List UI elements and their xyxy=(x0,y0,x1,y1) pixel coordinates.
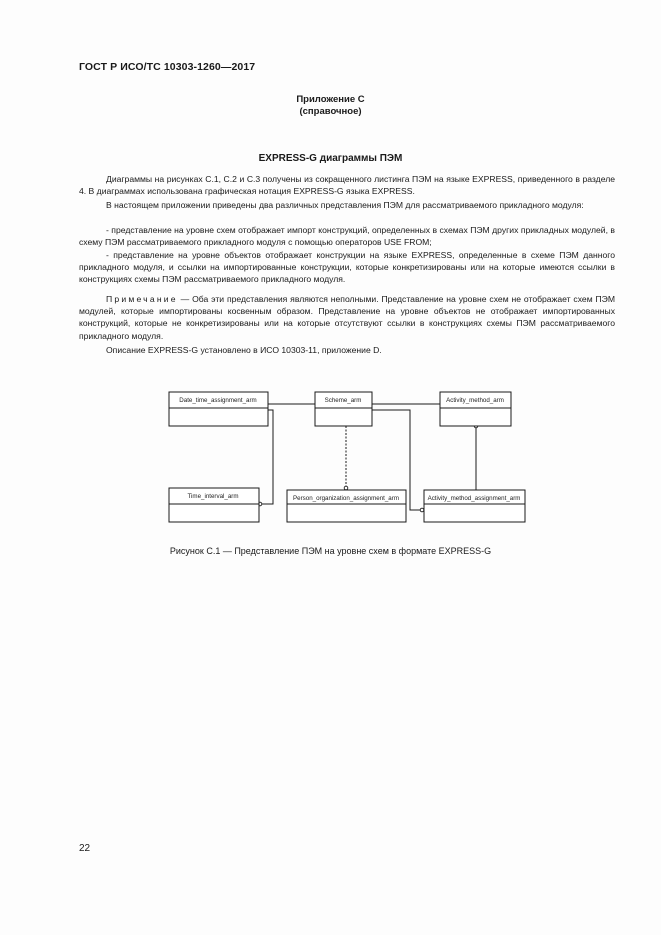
box-label-person-organization: Person_organization_assignment_arm xyxy=(293,495,399,502)
box-label-activity-method-assignment: Activity_method_assignment_arm xyxy=(427,495,521,502)
list-item-schema-level: - представление на уровне схем отображает импорт конструкций, определенных в схемах ПЭМ других прикладных модулей, в схему ПЭМ рассматриваемого прикладного модуля с помощью операторов USE FROM; xyxy=(79,225,615,248)
section-title: EXPRESS-G диаграммы ПЭМ xyxy=(258,153,403,164)
box-label-date-time: Date_time_assignment_arm xyxy=(179,397,257,404)
page-number: 22 xyxy=(79,843,91,854)
paragraph-reference: Описание EXPRESS-G установлено в ИСО 10303-11, приложение D. xyxy=(106,345,382,355)
appendix-name: Приложение С xyxy=(296,94,365,105)
document-header: ГОСТ Р ИСО/ТС 10303-1260—2017 xyxy=(79,61,256,73)
figure-caption: Рисунок С.1 — Представление ПЭМ на уровне схем в формате EXPRESS-G xyxy=(169,546,492,556)
connector-end-circle xyxy=(420,508,424,512)
box-label-scheme: Scheme_arm xyxy=(324,397,362,404)
note-label: Примечание xyxy=(106,294,178,304)
appendix-type: (справочное) xyxy=(299,106,362,117)
list-item-object-level: - представление на уровне объектов отображает конструкции на языке EXPRESS, определенные в схеме ПЭМ данного прикладного модуля, и ссылки на импортированные конструкции, которые конкретизированы или на которые имеются ссылки в конструкциях схемы ПЭМ рассматриваемого прикладного модуля. xyxy=(79,250,615,285)
express-g-diagram xyxy=(0,370,661,540)
appendix-heading xyxy=(0,94,661,118)
paragraph-2: В настоящем приложении приведены два различных представления ПЭМ для рассматриваемого прикладного модуля: xyxy=(106,200,584,210)
paragraph-1: Диаграммы на рисунках С.1, С.2 и С.3 получены из сокращенного листинга ПЭМ на языке EXPRESS, приведенного в разделе 4. В диаграммах использована графическая нотация EXPRESS-G языка EXPRESS. xyxy=(79,174,615,197)
connector-end-circle xyxy=(344,486,348,490)
note-text: — Оба эти представления являются неполными. Представление на уровне схем не отображает схем ПЭМ модулей, которые импортированы косвенным образом. Представление на уровне объектов не отображает импортированных конструкций, которые не конкретизированы или на которые отсутствуют ссылки в конструкциях схемы ПЭМ рассматриваемого прикладного модуля. xyxy=(79,294,615,341)
box-label-activity-method: Activity_method_arm xyxy=(446,397,504,404)
box-label-time-interval: Time_interval_arm xyxy=(187,493,239,500)
note-paragraph xyxy=(79,293,615,342)
